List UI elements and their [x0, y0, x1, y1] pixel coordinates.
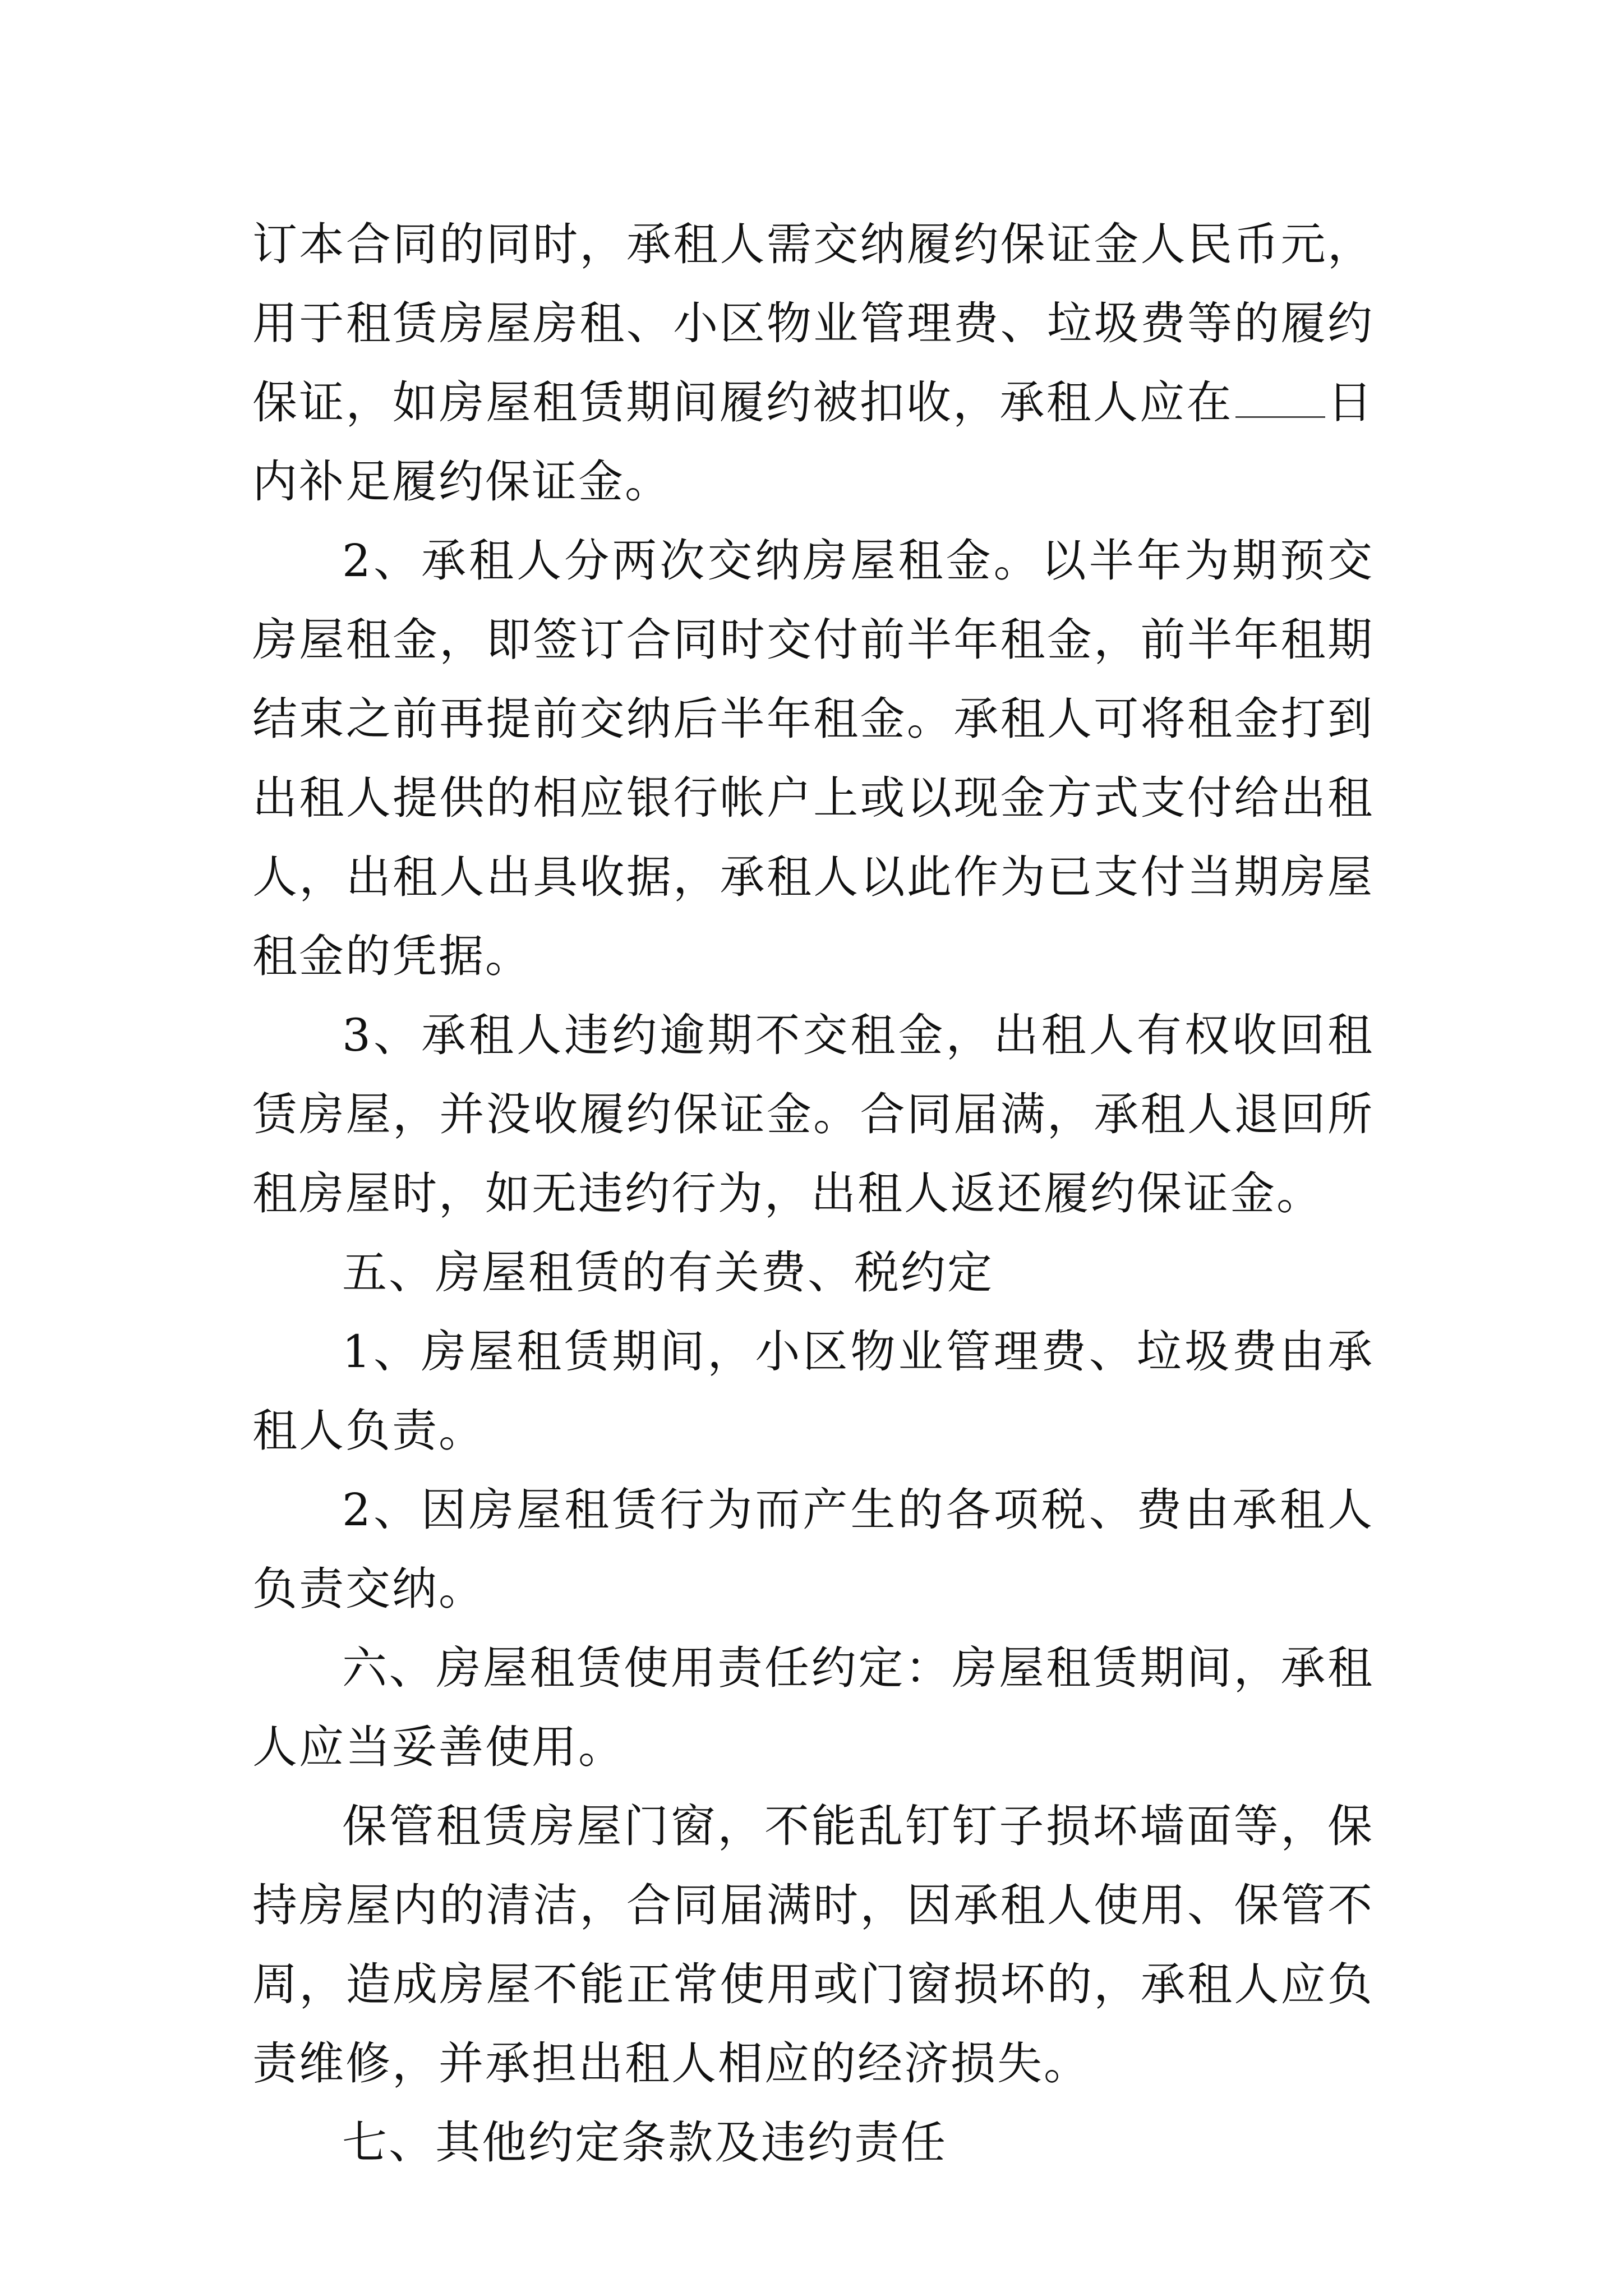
- document-body: [252, 205, 1374, 2182]
- section-heading-usage-responsibility: 六、房屋租赁使用责任约定：房屋租赁期间，承租人应当妥善使用。: [252, 1642, 1374, 1773]
- fill-in-blank: [1235, 381, 1325, 418]
- paragraph-deposit: [252, 205, 1374, 521]
- paragraph-text-continued: 日内补足履约保证金。: [252, 376, 1375, 508]
- paragraph-rent-payment: 2、承租人分两次交纳房屋租金。以半年为期预交房屋租金，即签订合同时交付前半年租金，前半年租期结束之前再提前交纳后半年租金。承租人可将租金打到出租人提供的相应银行帐户上或以现金方式支付给出租人，出租人出具收据，承租人以此作为已支付当期房屋租金的凭据。: [252, 535, 1374, 982]
- section-heading-fees-taxes: 五、房屋租赁的有关费、税约定: [342, 1246, 994, 1299]
- section-heading-other-terms: 七、其他约定条款及违约责任: [342, 2116, 947, 2169]
- paragraph-property-fees: 1、房屋租赁期间，小区物业管理费、垃圾费由承租人负责。: [252, 1326, 1374, 1457]
- paragraph-taxes: 2、因房屋租赁行为而产生的各项税、费由承租人负责交纳。: [252, 1484, 1374, 1615]
- paragraph-overdue-rent: 3、承租人违约逾期不交租金，出租人有权收回租赁房屋，并没收履约保证金。合同届满，承租人退回所租房屋时，如无违约行为，出租人返还履约保证金。: [252, 1009, 1374, 1220]
- paragraph-maintenance: 保管租赁房屋门窗，不能乱钉钉子损坏墙面等，保持房屋内的清洁，合同届满时，因承租人使用、保管不周，造成房屋不能正常使用或门窗损坏的，承租人应负责维修，并承担出租人相应的经济损失。: [252, 1800, 1374, 2090]
- paragraph-text: 订本合同的同时，承租人需交纳履约保证金人民币元，用于租赁房屋房租、小区物业管理费、垃圾费等的履约保证，如房屋租赁期间履约被扣收，承租人应在: [252, 218, 1374, 429]
